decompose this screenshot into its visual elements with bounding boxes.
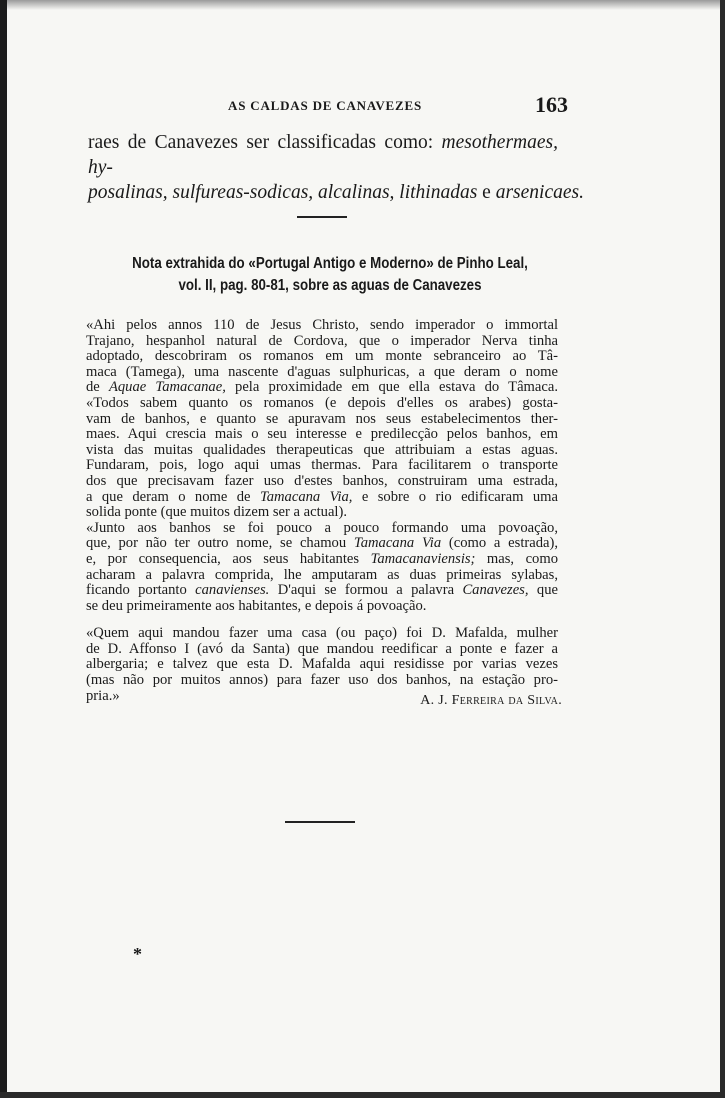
text-line: maes. Aqui crescia mais o seu interesse e predilecção pelos banhos, em (86, 426, 558, 443)
intro-text: raes de Canavezes ser classificadas como: (88, 132, 442, 153)
note-heading (115, 253, 545, 297)
text-run: que (528, 582, 558, 599)
text-line: dos que precisavam fazer uso d'estes banhos, construiram uma estrada, (86, 472, 558, 489)
text-line: vista das muitas qualidades therapeuticas que attribuiam a estas aguas. (86, 441, 558, 458)
paragraph-3 (86, 521, 558, 615)
italic-run: canavienses. (195, 582, 270, 599)
signature-initials: A. J. (420, 693, 452, 708)
text-line: (mas não por muitos annos) para fazer uso dos banhos, na estação pro- (86, 672, 558, 689)
signature (372, 693, 562, 709)
text-run: (como a estrada), (441, 535, 558, 552)
text-line: «Todos sabem quanto os romanos (e depois d'elles os arabes) gosta- (86, 394, 558, 411)
text-run: D'aqui se formou a palavra (269, 582, 463, 599)
text-run: pela proximidade em que ella estava do Tâmaca. (225, 379, 558, 396)
page-number: 163 (535, 92, 568, 117)
italic-run: Tamacana Via, (259, 488, 353, 505)
text-line (86, 380, 558, 396)
text-line (86, 536, 558, 552)
closing-divider (285, 821, 355, 823)
text-run: ficando portanto (86, 582, 196, 599)
asterisk-mark: * (133, 944, 142, 964)
signature-name: Ferreira da Silva. (451, 693, 562, 708)
paragraph-2 (86, 396, 558, 521)
intro-paragraph (88, 130, 584, 205)
text-line (86, 490, 558, 506)
scan-edge-left (0, 0, 7, 1098)
text-line: acharam a palavra comprida, lhe amputaram as duas primeiras sylabas, (86, 566, 558, 583)
page-header (88, 92, 568, 118)
text-line: adoptado, descobriram os romanos em um monte sebranceiro ao Tâ- (86, 348, 558, 365)
text-run: e, por consequencia, aos seus habitantes (86, 550, 371, 567)
text-run: a que deram o nome de (86, 488, 260, 505)
intro-text: e (477, 182, 496, 203)
italic-run: Canavezes, (462, 582, 529, 599)
scan-edge-right (720, 0, 725, 1098)
text-line (86, 583, 558, 599)
text-run: mas, como (475, 550, 558, 567)
text-line: se deu primeiramente aos habitantes, e depois á povoação. (86, 597, 427, 614)
note-heading-line-1: Nota extrahida do «Portugal Antigo e Moderno» de Pinho Leal, (132, 255, 528, 272)
text-line: de D. Affonso I (avó da Santa) que mandou reedificar a ponte e fazer a (86, 640, 558, 657)
intro-line-2 (88, 180, 584, 205)
text-line: «Ahi pelos annos 110 de Jesus Christo, sendo imperador o immortal (86, 317, 558, 333)
text-line: vam de banhos, e quanto se apuravam nos seus estabelecimentos ther- (86, 410, 558, 427)
text-line: pria.» (86, 687, 120, 704)
text-line: «Junto aos banhos se foi pouco a pouco formando uma povoação, (86, 519, 558, 536)
paragraph-1 (86, 318, 558, 396)
note-heading-line-2: vol. II, pag. 80-81, sobre as aguas de Canavezes (178, 277, 482, 294)
text-run: que, por não ter outro nome, se chamou (86, 535, 354, 552)
text-line: Trajano, hespanhol natural de Cordova, que o imperador Nerva tinha (86, 332, 558, 349)
text-line: Fundaram, pois, logo aqui umas thermas. Para facilitarem o transporte (86, 457, 558, 474)
italic-run: Tamacanaviensis; (370, 550, 476, 567)
intro-italic: posalinas, sulfureas-sodicas, alcalinas, lithinadas (88, 182, 478, 203)
scan-edge-bottom (0, 1092, 725, 1098)
intro-line-1 (88, 130, 558, 180)
italic-run: Tamacana Via (353, 535, 442, 552)
text-line: «Quem aqui mandou fazer uma casa (ou paço) foi D. Mafalda, mulher (86, 625, 558, 642)
text-run: de (86, 379, 109, 396)
text-line (86, 552, 558, 568)
running-title: AS CALDAS DE CANAVEZES (228, 98, 422, 113)
italic-run: Aquae Tamacanae, (108, 379, 226, 396)
text-run: e sobre o rio edificaram uma (352, 488, 558, 505)
text-line: maca (Tamega), uma nascente d'aguas sulphuricas, a que deram o nome (86, 363, 558, 380)
intro-italic: arsenicaes. (495, 182, 584, 203)
section-divider (297, 216, 347, 218)
intro-italic: mesothermaes, hy- (88, 132, 558, 178)
text-line: solida ponte (que muitos dizem ser a actual). (86, 504, 347, 521)
scan-edge-top (0, 0, 725, 10)
text-line: albergaria; e talvez que esta D. Mafalda aqui residisse por varias vezes (86, 656, 558, 673)
quoted-body (86, 318, 558, 704)
